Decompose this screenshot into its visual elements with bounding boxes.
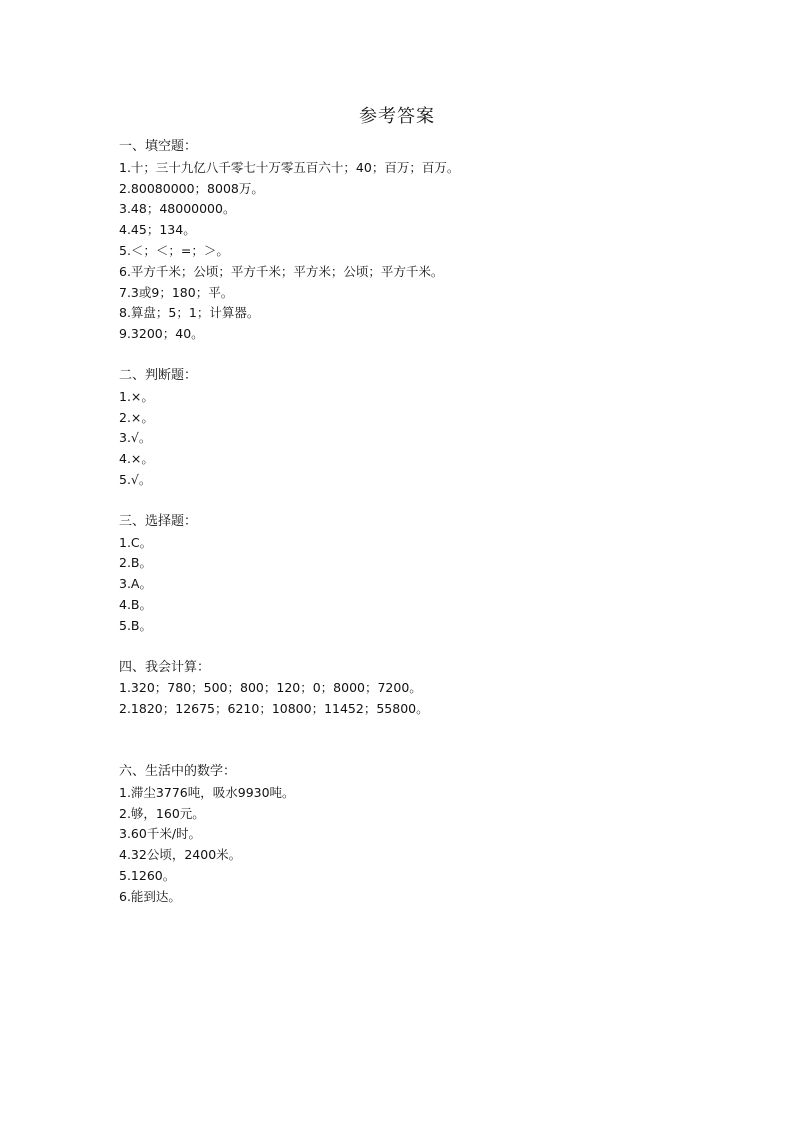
section-spacer: [119, 720, 719, 762]
answer-line: 3.48；48000000。: [119, 201, 236, 217]
section-heading: 六、生活中的数学：: [119, 763, 237, 779]
section-math-in-life: [119, 762, 719, 908]
answer-line: 2.×。: [119, 409, 154, 425]
section-spacer: [119, 491, 719, 512]
answer-line: 4.B。: [119, 596, 153, 612]
answer-line: 2.够，160元。: [119, 805, 205, 821]
section-spacer: [119, 637, 719, 658]
section-spacer: [119, 345, 719, 366]
section-fill-in-blank: [119, 137, 719, 345]
answer-line: 3.60千米/时。: [119, 826, 202, 842]
answer-line: 3.√。: [119, 430, 152, 446]
answer-line: 8.算盘；5；1；计算器。: [119, 305, 260, 321]
answer-line: 9.3200；40。: [119, 326, 204, 342]
answer-line: 1.滞尘3776吨，吸水9930吨。: [119, 784, 295, 800]
answer-line: 2.80080000；8008万。: [119, 180, 264, 196]
answer-line: 4.45；134。: [119, 222, 196, 238]
answer-line: 2.1820；12675；6210；10800；11452；55800。: [119, 701, 429, 717]
answer-line: 1.十；三十九亿八千零七十万零五百六十；40；百万；百万。: [119, 159, 460, 175]
section-heading: 二、判断题：: [119, 367, 198, 383]
answer-line: 6.平方千米；公顷；平方千米；平方米；公顷；平方千米。: [119, 263, 444, 279]
answer-line: 5.＜；＜；=；＞。: [119, 242, 229, 258]
answer-line: 7.3或9；180；平。: [119, 284, 234, 300]
answer-line: 1.×。: [119, 388, 154, 404]
answer-line: 1.C。: [119, 534, 153, 550]
answer-line: 5.B。: [119, 617, 153, 633]
answer-line: 5.1260。: [119, 867, 176, 883]
section-multiple-choice: [119, 512, 719, 637]
answer-line: 1.320；780；500；800；120；0；8000；7200。: [119, 680, 422, 696]
section-heading: 三、选择题：: [119, 513, 198, 529]
answer-content: [119, 137, 719, 908]
section-heading: 一、填空题：: [119, 139, 198, 154]
answer-line: 5.√。: [119, 471, 152, 487]
answer-line: 2.B。: [119, 555, 153, 571]
page-title: 参考答案: [359, 106, 435, 127]
section-calculation: [119, 658, 719, 720]
section-true-false: [119, 366, 719, 491]
section-heading: 四、我会计算：: [119, 659, 211, 675]
answer-line: 4.32公顷，2400米。: [119, 847, 242, 863]
answer-line: 4.×。: [119, 451, 154, 467]
answer-line: 3.A。: [119, 576, 152, 592]
answer-line: 6.能到达。: [119, 888, 181, 904]
